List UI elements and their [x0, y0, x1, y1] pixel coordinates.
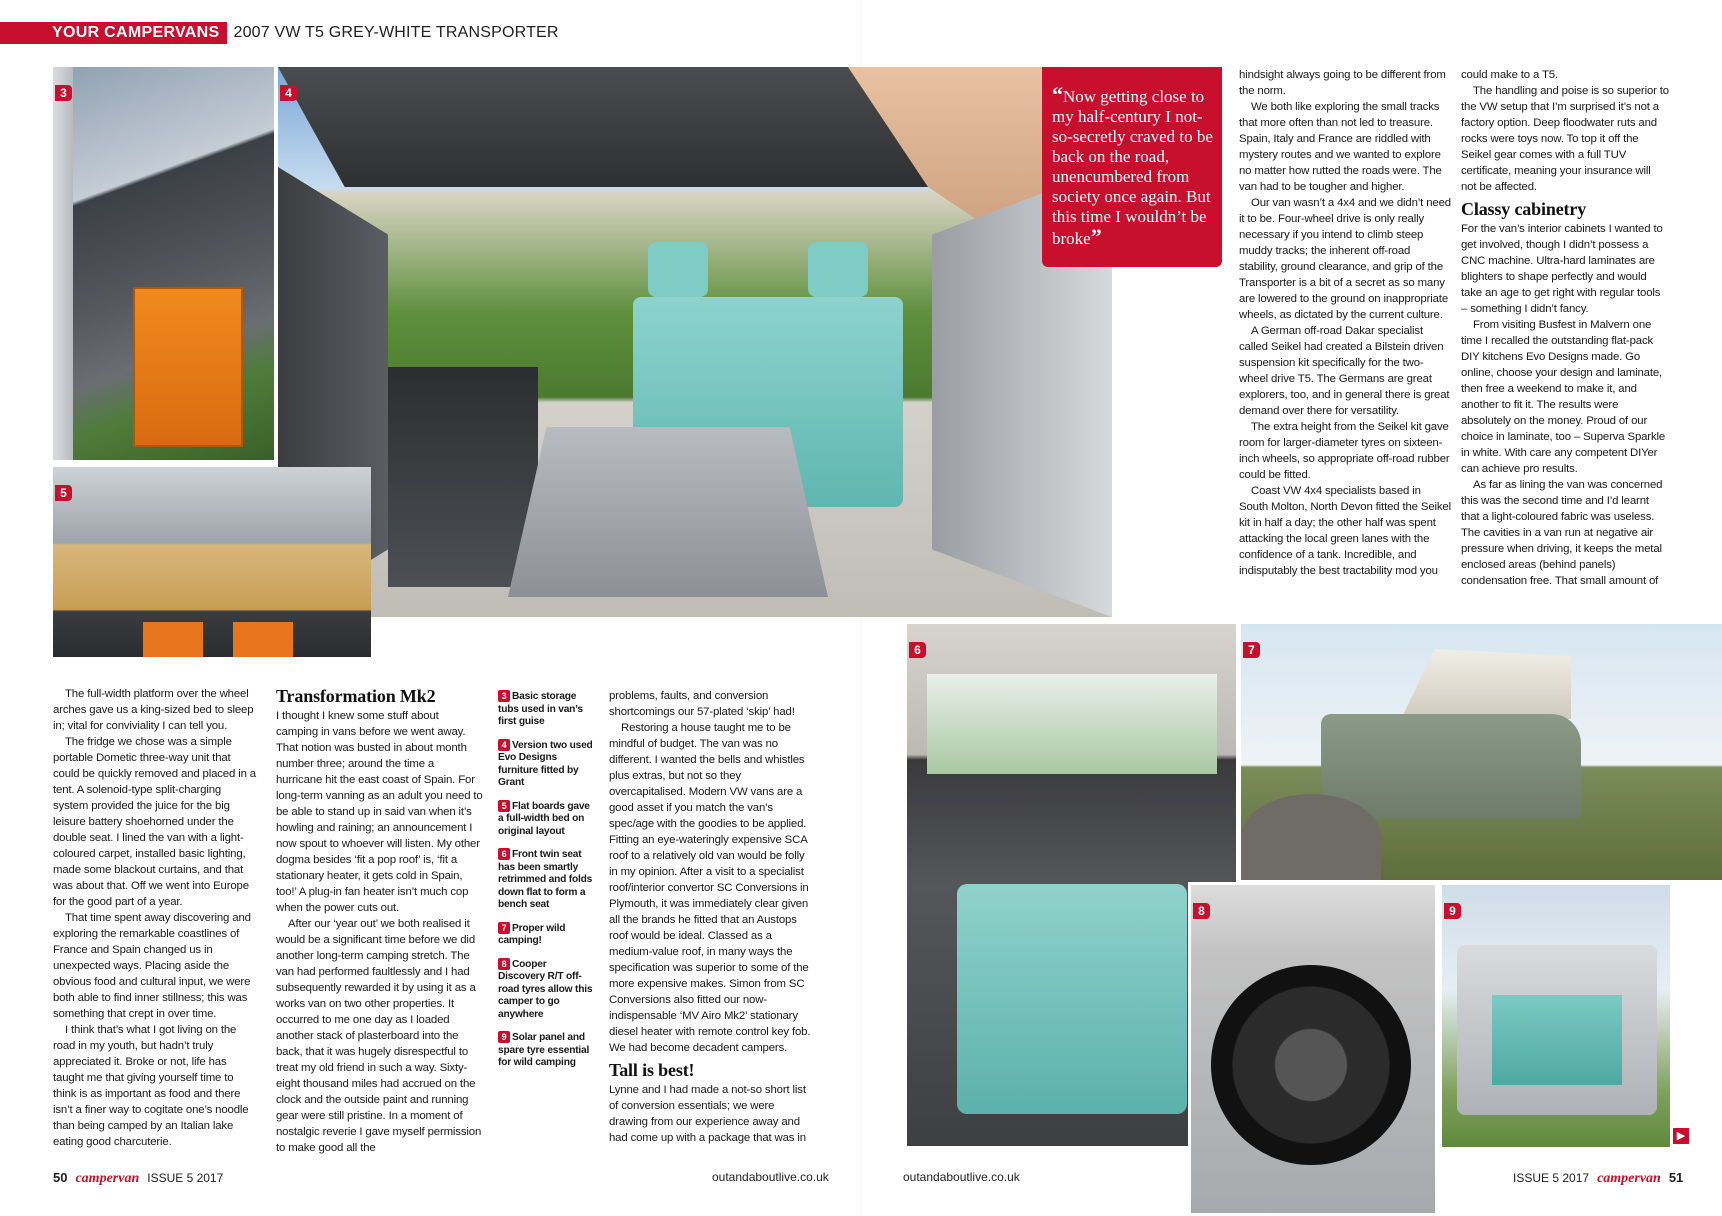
paragraph: The fridge we chose was a simple portable Dometic three-way unit that could be quickly removed and placed in a tent. A solenoid-type split-charging system provided the juice for the big leisure battery shoehorned under the double seat. I lined the van with a light-coloured carpet, installed basic lighting, made some blackout curtains, and that was about that. Off we went into Europe for the good part of a year. — [53, 736, 256, 908]
photo-4-table — [508, 427, 828, 597]
body-column-d — [1239, 67, 1451, 579]
caption-number: 3 — [498, 690, 510, 702]
caption-4 — [498, 739, 593, 790]
photo-8-tyre — [1211, 965, 1411, 1165]
footer-left — [53, 1170, 223, 1187]
paragraph: From visiting Busfest in Malvern one time I recalled the outstanding flat-pack DIY kitchens Evo Designs made. Go online, choose your design and laminate, then free a weekend to make it, and another to fit it. The results were absolutely on the money. Proud of our choice in laminate, too – Superva Sparkle in white. With care any competent DIYer can achieve pro results. — [1461, 319, 1666, 475]
paragraph: I think that’s what I got living on the road in my youth, but hadn’t truly appreciated it. Broke or not, life has taught me that giving yourself time to think is as important as food and there isn’t a finer way to cogitate one’s noodle than being camped by an Italian lake eating good charcuterie. — [53, 1024, 249, 1148]
footer-right — [1513, 1170, 1683, 1187]
caption-number: 6 — [498, 848, 510, 860]
subheading: Tall is best! — [609, 1060, 695, 1080]
paragraph: could make to a T5. — [1461, 69, 1558, 81]
paragraph: Restoring a house taught me to be mindful of budget. The van was no different. I wanted the bells and whistles plus extras, but not so they overcapitalised. Modern VW vans are a good asset if you match the van’s spec/age with the goodies to be applied. Fitting an eye-wateringly expensive SCA roof to a relatively old van would be folly in my opinion. After a visit to a specialist roof/interior convertor SC Conversions in Plymouth, it was immediately clear given all the brands he fitted that an Austops roof would be ideal. Classed as a medium-value roof, in many ways the specification was superior to some of the more expensive makes. Simon from SC Conversions also fitted our now-indispensable ‘MV Airo Mk2’ stationary diesel heater with remote control key fob. We had become decadent campers. — [609, 722, 811, 1054]
caption-number: 8 — [498, 958, 510, 970]
photo-number-badge: 6 — [909, 642, 926, 658]
caption-5 — [498, 800, 593, 839]
subheading: Transformation Mk2 — [276, 686, 436, 706]
photo-number-badge: 4 — [280, 85, 297, 101]
caption-text: Basic storage tubs used in van’s first guise — [498, 691, 583, 727]
caption-number: 4 — [498, 739, 510, 751]
paragraph: After our ‘year out’ we both realised it would be a significant time before we did another long-term camping stretch. The van had performed faultlessly and I had subsequently rewarded it by using it as a works van on two other properties. It occurred to me one day as I loaded another stack of plasterboard into the back, that it was hugely disrespectful to treat my old friend in such a way. Sixty-eight thousand miles had accrued on the clock and the outside paint and running gear were still pristine. In a moment of nostalgic reverie I gave myself permission to make good all the — [276, 918, 482, 1154]
paragraph: The full-width platform over the wheel arches gave us a king-sized bed to sleep in; vital for conviviality I can tell you. — [53, 688, 254, 732]
photo-5-crate — [233, 622, 293, 657]
section-tag: YOUR CAMPERVANS — [0, 22, 227, 44]
caption-text: Version two used Evo Designs furniture fitted by Grant — [498, 739, 593, 788]
caption-text: Cooper Discovery R/T off-road tyres allow this camper to go anywhere — [498, 958, 593, 1020]
photo-7-wild-camping — [1241, 624, 1722, 880]
paragraph: We both like exploring the small tracks that more often than not led to treasure. Spain, Italy and France are riddled with mystery routes and we wanted to explore no matter how rutted the roads were. The van had to be tougher and higher. — [1239, 101, 1442, 193]
article-title: 2007 VW T5 GREY-WHITE TRANSPORTER — [233, 24, 559, 41]
photo-number-badge: 7 — [1243, 642, 1260, 658]
photo-3-orange-tub — [133, 287, 243, 447]
caption-6 — [498, 848, 593, 912]
photo-3-storage-tubs — [53, 67, 274, 460]
footer-url: outandaboutlive.co.uk — [712, 1170, 829, 1184]
paragraph: Our van wasn’t a 4x4 and we didn’t need it to be. Four-wheel drive is only really necessary if you intend to climb steep muddy tracks; the inherent off-road stability, ground clearance, and grip of the Transporter is a bit of a secret as so many are lowered to the ground on inappropriate wheels, as dictated by the current culture. — [1239, 197, 1451, 321]
photo-7-rock — [1241, 794, 1381, 880]
paragraph: The extra height from the Seikel kit gave room for larger-diameter tyres on sixteen-inch wheels, so appropriate off-road rubber could be fitted. — [1239, 421, 1450, 481]
paragraph: I thought I knew some stuff about camping in vans before we went away. That notion was busted in about month number three; around the time a hurricane hit the east coast of Spain. For long-term vanning as an adult you need to be able to stand up in said van when it’s howling and raining; an announcement I now spout to whoever will listen. My other dogma besides ‘fit a pop roof’ is, ‘fit a stationary heater, it gets cold in Spain, too!’ A plug-in fan heater isn’t much cop when the power cuts out. — [276, 710, 483, 914]
body-column-b — [276, 682, 483, 1156]
caption-number: 9 — [498, 1031, 510, 1043]
paragraph: Lynne and I had made a not-so short list of conversion essentials; we were drawing from our experience away and had come up with a package that was in — [609, 1084, 806, 1144]
photo-5-bed-boards — [53, 467, 371, 657]
caption-number: 5 — [498, 800, 510, 812]
photo-8-spare-tyre — [1188, 882, 1438, 1216]
photo-9-interior — [1492, 995, 1622, 1085]
body-column-e — [1461, 67, 1669, 589]
caption-text: Flat boards gave a full-width bed on original layout — [498, 800, 590, 837]
photo-number-badge: 3 — [55, 85, 72, 101]
photo-number-badge: 8 — [1193, 903, 1210, 919]
photo-number-badge: 9 — [1444, 903, 1461, 919]
issue-label: ISSUE 5 2017 — [1513, 1171, 1590, 1185]
photo-6-front-seat — [907, 624, 1236, 1146]
paragraph: A German off-road Dakar specialist called Seikel had created a Bilstein driven suspension kit specifically for the two-wheel drive T5. The Germans are great explorers, too, and in general there is great demand over there for versatility. — [1239, 325, 1450, 417]
page-number: 50 — [53, 1170, 68, 1185]
paragraph: As far as lining the van was concerned this was the second time and I’d learnt that a light-coloured fabric was useless. The cavities in a van run at negative air pressure when driving, it keeps the metal enclosed areas (behind panels) condensation free. That small amount of — [1461, 479, 1663, 587]
article-header — [0, 22, 559, 44]
magazine-logo: campervan — [1597, 1171, 1661, 1186]
photo-number-badge: 5 — [55, 485, 72, 501]
subheading: Classy cabinetry — [1461, 199, 1587, 219]
footer-url: outandaboutlive.co.uk — [903, 1170, 1020, 1184]
photo-6-windscreen — [927, 674, 1217, 774]
photo-4-headrest-left — [648, 242, 708, 297]
open-quote-mark: “ — [1052, 82, 1063, 107]
photo-7-van — [1321, 714, 1581, 819]
caption-9 — [498, 1031, 593, 1070]
photo-5-crate — [143, 622, 203, 657]
body-column-a — [53, 686, 258, 1150]
continue-arrow-icon: ▶ — [1673, 1128, 1689, 1144]
photo-4-interior — [278, 67, 1112, 617]
photo-4-headrest-right — [808, 242, 868, 297]
pull-quote — [1042, 67, 1222, 267]
photo-9-rear-view — [1442, 885, 1670, 1147]
photo-3-door — [53, 67, 73, 460]
paragraph: The handling and poise is so superior to the VW setup that I’m surprised it’s not a factory option. Deep floodwater ruts and rocks were toys now. To top it off the Seikel gear comes with a full TUV certificate, meaning your insurance will not be affected. — [1461, 85, 1669, 193]
caption-text: Solar panel and spare tyre essential for wild camping — [498, 1032, 590, 1068]
caption-7 — [498, 922, 593, 948]
caption-8 — [498, 958, 593, 1022]
pull-quote-text: Now getting close to my half-century I not-so-secretly craved to be back on the road, unencumbered from society once again. But this time I wouldn’t be broke — [1052, 87, 1213, 248]
close-quote-mark: ” — [1090, 224, 1102, 249]
paragraph: hindsight always going to be different from the norm. — [1239, 69, 1446, 97]
magazine-logo: campervan — [75, 1171, 140, 1186]
paragraph: For the van’s interior cabinets I wanted to get involved, though I didn’t possess a CNC machine. Ultra-hard laminates are blighters to shape perfectly and would take an age to get right with regular tools – something I didn’t fancy. — [1461, 223, 1663, 315]
paragraph: That time spent away discovering and exploring the remarkable coastlines of France and Spain changed us in unexpected ways. Placing aside the obvious food and cultural input, we were both able to find inner stillness; this was something that crept in over time. — [53, 912, 251, 1020]
photo-7-pop-roof — [1401, 649, 1571, 719]
caption-text: Front twin seat has been smartly retrimmed and folds down flat to form a bench seat — [498, 849, 593, 910]
photo-6-twin-seat — [957, 884, 1187, 1114]
paragraph: problems, faults, and conversion shortcomings our 57-plated ‘skip’ had! — [609, 690, 795, 718]
caption-number: 7 — [498, 922, 510, 934]
page-number: 51 — [1668, 1170, 1684, 1185]
caption-text: Proper wild camping! — [498, 922, 566, 946]
caption-3 — [498, 690, 593, 729]
issue-label: ISSUE 5 2017 — [147, 1171, 224, 1185]
photo-4-kitchen-unit — [388, 367, 538, 587]
photo-captions — [498, 690, 593, 1080]
paragraph: Coast VW 4x4 specialists based in South Molton, North Devon fitted the Seikel kit in half a day; the other half was spent attacking the local green lanes with the confidence of a tank. Incredible, and indisputably the best tractability mod you — [1239, 485, 1451, 577]
body-column-c — [609, 688, 815, 1146]
